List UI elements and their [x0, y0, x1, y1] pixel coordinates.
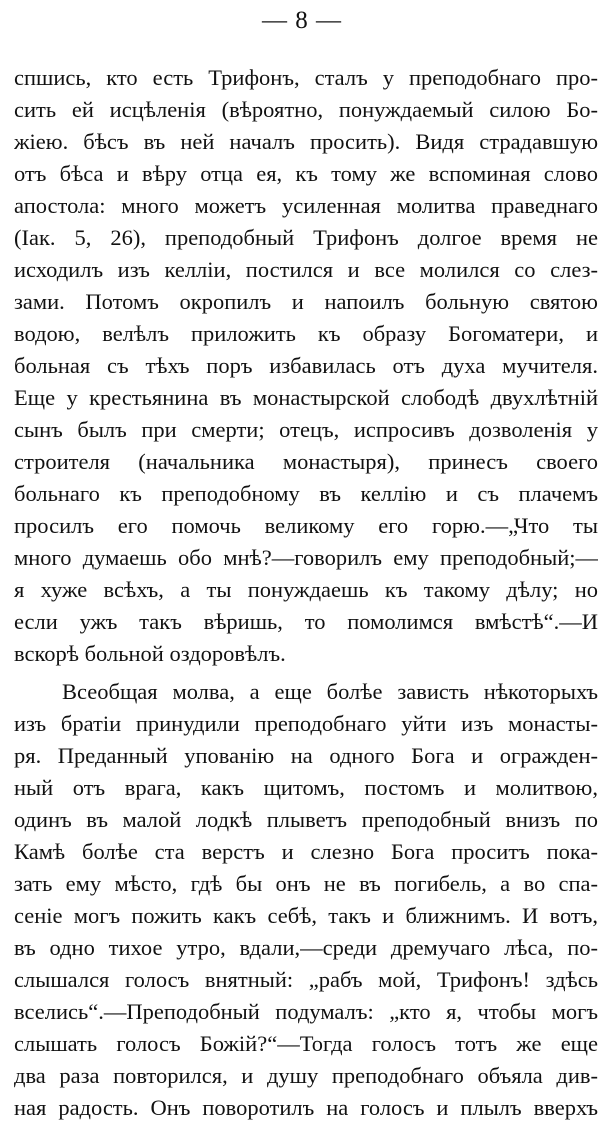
body-text [14, 62, 598, 1124]
text-line: спшись, кто есть Трифонъ, сталъ у преподобнаго про- [14, 65, 598, 90]
text-line: апостола: много можетъ усиленная молитва праведнаго [14, 193, 598, 218]
text-line: много думаешь обо мнѣ?—говорилъ ему преподобный;— [14, 545, 598, 570]
text-line: зами. Потомъ окропилъ и напоилъ больную святою [14, 289, 598, 314]
text-line: строителя (начальника монастыря), принесъ своего [14, 449, 598, 474]
text-line: сынъ былъ при смерти; отецъ, испросивъ дозволенія у [14, 417, 598, 442]
text-line: (Іак. 5, 26), преподобный Трифонъ долгое время не [14, 225, 598, 250]
text-line: изъ братіи принудили преподобнаго уйти изъ монасты- [14, 711, 598, 736]
text-line: Еще у крестьянина въ монастырской слободѣ двухлѣтній [14, 385, 598, 410]
text-line: два раза повторился, и душу преподобнаго объяла див- [14, 1063, 598, 1088]
text-line: ный отъ врага, какъ щитомъ, постомъ и молитвою, [14, 775, 598, 800]
text-line: водою, велѣлъ приложить къ образу Богоматери, и [14, 321, 598, 346]
text-line: ная радость. Онъ поворотилъ на голосъ и плылъ вверхъ [14, 1095, 598, 1120]
text-line: слышать голосъ Божій?“—Тогда голосъ тотъ же еще [14, 1031, 598, 1056]
text-line: Всеобщая молва, а еще болѣе зависть нѣкоторыхъ [62, 679, 598, 704]
paragraph [14, 62, 598, 670]
text-line: жіею. бѣсъ въ ней началъ просить). Видя страдавшую [14, 129, 598, 154]
text-line: сить ей исцѣленія (вѣроятно, понуждаемый силою Бо- [14, 97, 598, 122]
text-line: больная съ тѣхъ поръ избавилась отъ духа мучителя. [14, 353, 598, 378]
text-line: просилъ его помочь великому его горю.—„Что ты [14, 513, 598, 538]
text-line: вскорѣ больной оздоровѣлъ. [14, 641, 286, 666]
text-line: отъ бѣса и вѣру отца ея, къ тому же вспоминая слово [14, 161, 598, 186]
paragraph [14, 676, 598, 1124]
text-line: Камѣ болѣе ста верстъ и слезно Бога проситъ пока- [14, 839, 598, 864]
text-line: если ужъ такъ вѣришь, то помолимся вмѣстѣ“.—И [14, 609, 598, 634]
text-line: больнаго къ преподобному въ келлію и съ плачемъ [14, 481, 598, 506]
text-line: вселись“.—Преподобный подумалъ: „кто я, чтобы могъ [14, 999, 598, 1024]
text-line: исходилъ изъ келліи, постился и все молился со слез- [14, 257, 598, 282]
text-line: я хуже всѣхъ, а ты понуждаешь къ такому дѣлу; но [14, 577, 598, 602]
text-line: одинъ въ малой лодкѣ плыветъ преподобный внизъ по [14, 807, 598, 832]
text-line: въ одно тихое утро, вдали,—среди дремучаго лѣса, по- [14, 935, 598, 960]
text-line: зать ему мѣсто, гдѣ бы онъ не въ погибель, а во спа- [14, 871, 598, 896]
page-number: — 8 — [262, 7, 342, 34]
text-line: ря. Преданный упованію на одного Бога и огражден- [14, 743, 598, 768]
text-line: сеніе могъ пожить какъ себѣ, такъ и ближнимъ. И вотъ, [14, 903, 598, 928]
text-line: слышался голосъ внятный: „рабъ мой, Трифонъ! здѣсь [14, 967, 598, 992]
